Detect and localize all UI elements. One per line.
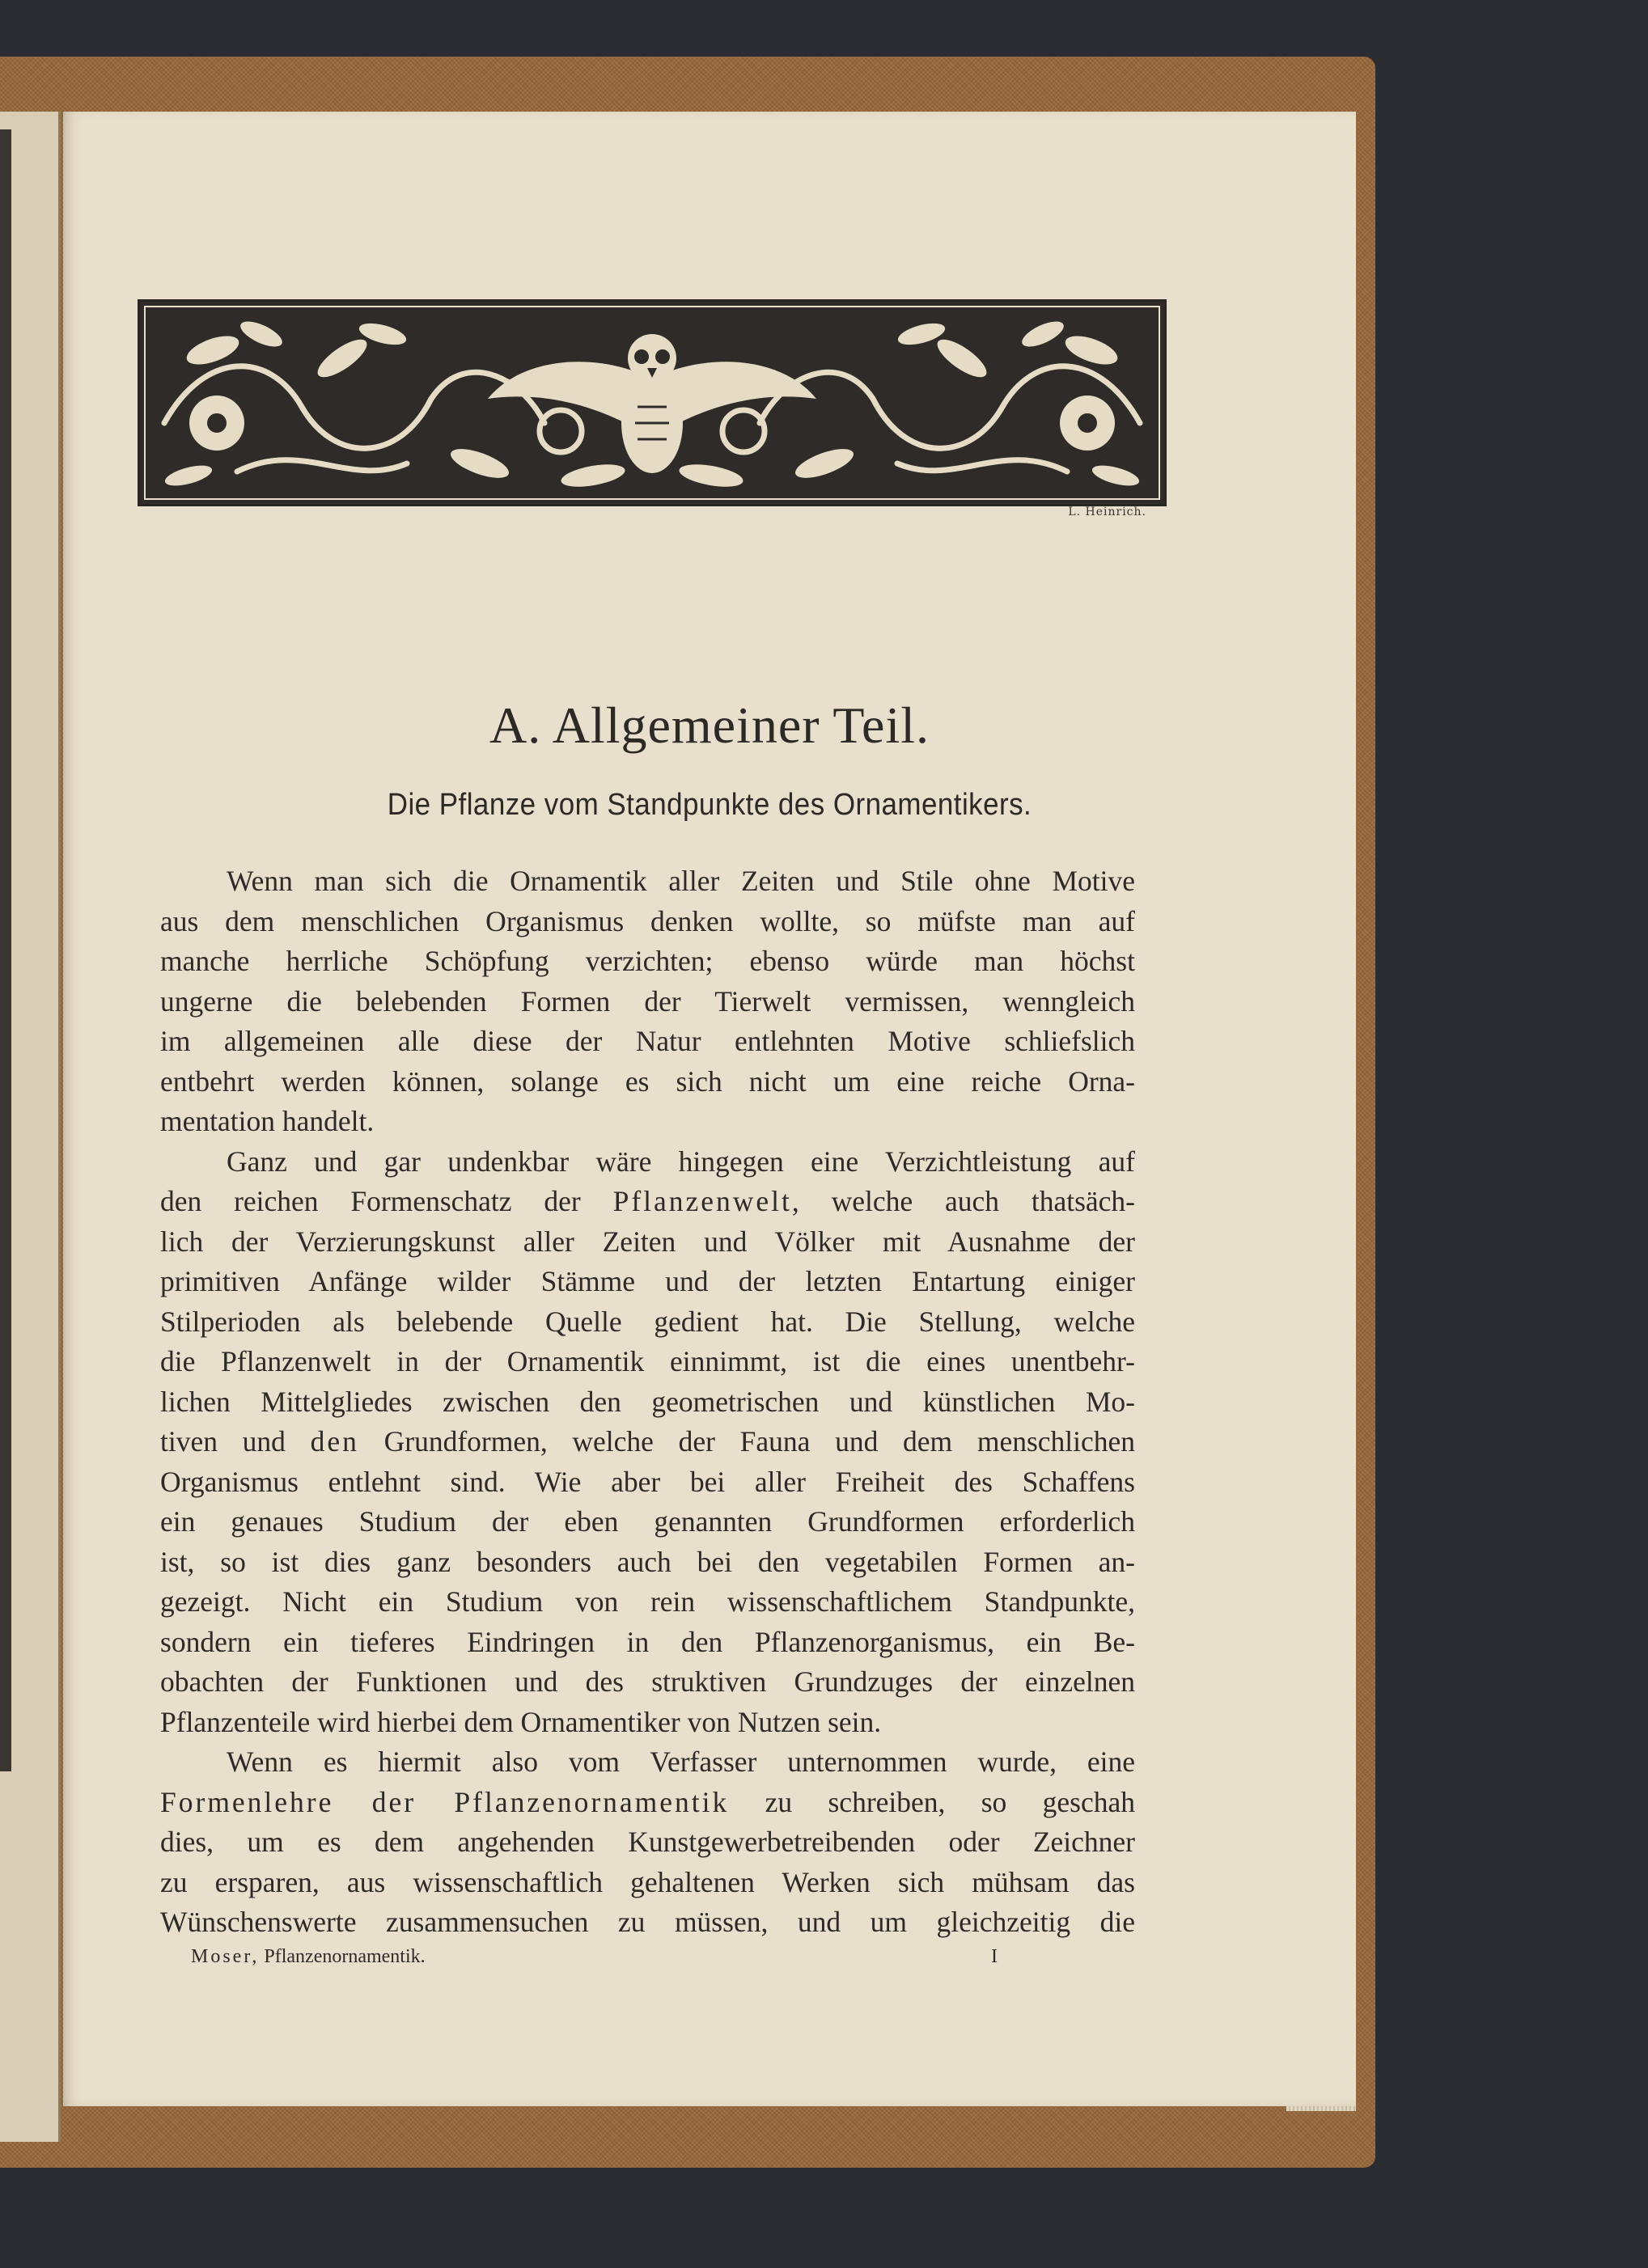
text-line: ist, so ist dies ganz besonders auch bei den vegetabilen Formen an- — [160, 1545, 1135, 1578]
text-line: aus dem menschlichen Organismus denken wollte, so müfste man auf — [160, 904, 1135, 937]
running-footer — [191, 1946, 426, 1968]
text-fragment: , welche auch thatsäch- — [791, 1185, 1135, 1217]
text-fragment: den reichen Formenschatz der — [160, 1185, 581, 1217]
text-fragment: Grundformen, welche der Fauna und dem menschlichen — [383, 1425, 1136, 1458]
chapter-title: A. Allgemeiner Teil. — [489, 696, 930, 754]
text-line: lichen Mittelgliedes zwischen den geometrischen und künstlichen Mo- — [160, 1385, 1135, 1418]
text-line: Wenn es hiermit also vom Verfasser unternommen wurde, eine — [227, 1745, 1135, 1778]
text-line: im allgemeinen alle diese der Natur entlehnten Motive schliefslich — [160, 1025, 1135, 1057]
text-line — [160, 1783, 1135, 1823]
text-line: Wenn man sich die Ornamentik aller Zeiten und Stile ohne Motive — [227, 865, 1135, 897]
ornament-illustration — [140, 302, 1164, 504]
sheet-signature: I — [991, 1946, 998, 1967]
text-line: mentation handelt. — [160, 1105, 375, 1137]
text-line: zu ersparen, aus wissenschaftlich gehaltenen Werken sich mühsam das — [160, 1865, 1135, 1898]
text-line: dies, um es dem angehenden Kunstgewerbetreibenden oder Zeichner — [160, 1826, 1135, 1858]
text-line: die Pflanzenwelt in der Ornamentik einnimmt, ist die eines unentbehr- — [160, 1345, 1135, 1377]
ornamental-header-banner — [138, 299, 1167, 518]
text-line: lich der Verzierungskunst aller Zeiten und Völker mit Ausnahme der — [160, 1225, 1135, 1258]
text-line: manche herrliche Schöpfung verzichten; ebenso würde man höchst — [160, 945, 1135, 977]
text-fragment: tiven und — [160, 1425, 286, 1458]
text-line: gezeigt. Nicht ein Studium von rein wissenschaftlichem Standpunkte, — [160, 1585, 1135, 1618]
text-line: obachten der Funktionen und des struktiven Grundzuges der einzelnen — [160, 1665, 1135, 1698]
text-line — [160, 1422, 1135, 1462]
emphasized-term: den — [310, 1425, 359, 1458]
text-line: Stilperioden als belebende Quelle gedient hat. Die Stellung, welche — [160, 1305, 1135, 1338]
footer-author: Moser, — [191, 1946, 260, 1967]
text-line: Organismus entlehnt sind. Wie aber bei aller Freiheit des Schaffens — [160, 1465, 1135, 1498]
left-page-text-edge — [0, 129, 11, 1771]
text-line: Pflanzenteile wird hierbei dem Ornamentiker von Nutzen sein. — [160, 1705, 882, 1738]
chapter-subtitle: Die Pflanze vom Standpunkte des Ornamentikers. — [387, 788, 1032, 822]
footer-work-title: Pflanzenornamentik. — [264, 1946, 426, 1967]
body-text — [160, 861, 1135, 1943]
text-line: ein genaues Studium der eben genannten Grundformen erforderlich — [160, 1505, 1135, 1538]
text-line: Wünschenswerte zusammensuchen zu müssen, und um gleichzeitig die — [160, 1906, 1135, 1938]
emphasized-term: Formenlehre der Pflanzenornamentik — [160, 1785, 730, 1818]
text-fragment: zu schreiben, so geschah — [765, 1785, 1135, 1818]
text-line — [160, 1182, 1135, 1222]
text-line: Ganz und gar undenkbar wäre hingegen eine Verzichtleistung auf — [227, 1145, 1135, 1178]
text-line: entbehrt werden können, solange es sich nicht um eine reiche Orna- — [160, 1064, 1135, 1098]
emphasized-term: Pflanzenwelt — [612, 1185, 792, 1217]
text-line: ungerne die belebenden Formen der Tierwelt vermissen, wenngleich — [160, 984, 1135, 1018]
text-line: primitiven Anfänge wilder Stämme und der letzten Entartung einiger — [160, 1265, 1135, 1297]
text-line: sondern ein tieferes Eindringen in den Pflanzenorganismus, ein Be- — [160, 1625, 1135, 1658]
engraver-signature: L. Heinrich. — [1068, 506, 1146, 518]
